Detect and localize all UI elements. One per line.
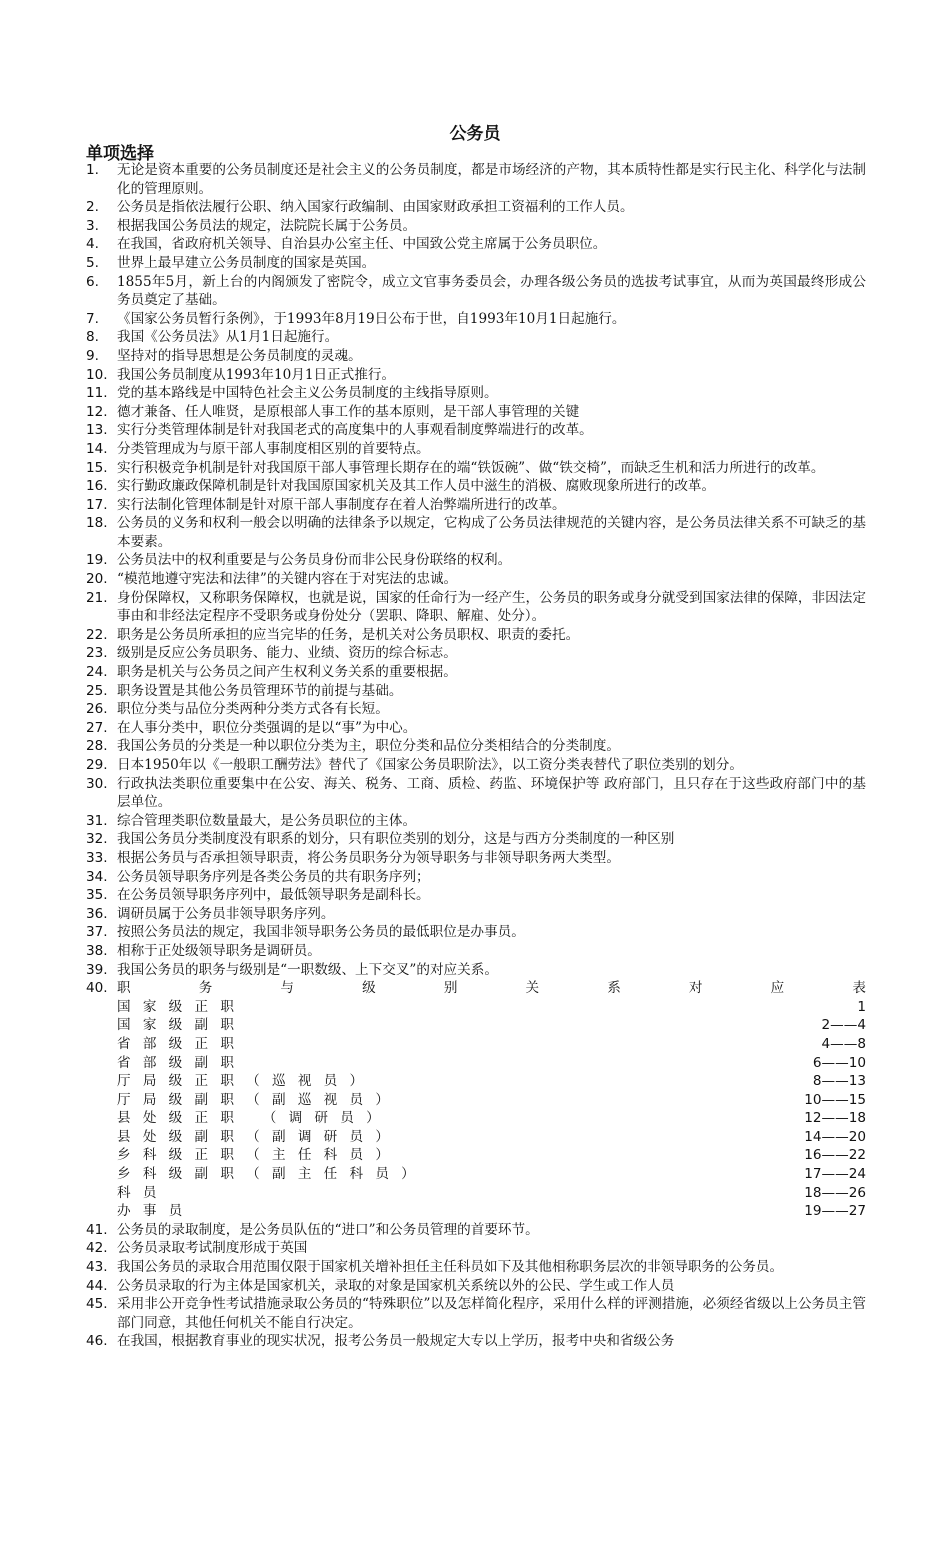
- position-label: 科员: [117, 1184, 169, 1201]
- list-item: [86, 830, 866, 849]
- item-number: 6.: [86, 273, 99, 290]
- list-item: [86, 1332, 866, 1351]
- list-item: [86, 737, 866, 756]
- item-number: 9.: [86, 347, 99, 364]
- table-heading: [117, 979, 866, 998]
- position-label: 厅局级正职（巡视员）: [117, 1073, 376, 1090]
- list-item: [86, 328, 866, 347]
- item-text: 根据我国公务员法的规定，法院院长属于公务员。: [117, 217, 417, 234]
- item-text: 坚持对的指导思想是公务员制度的灵魂。: [117, 347, 362, 364]
- list-item: [86, 496, 866, 515]
- item-text: 分类管理成为与原干部人事制度相区别的首要特点。: [117, 440, 430, 457]
- list-item: [86, 663, 866, 682]
- item-number: 27.: [86, 719, 108, 736]
- table-heading-char: 表: [852, 980, 866, 997]
- item-number: 39.: [86, 961, 108, 978]
- list-item: [86, 719, 866, 738]
- item-text: 在我国，根据教育事业的现实状况，报考公务员一般规定大专以上学历，报考中央和省级公务: [117, 1333, 675, 1350]
- table-row: [117, 1146, 866, 1165]
- item-text: 我国公务员的职务与级别是“一职数级、上下交叉”的对应关系。: [117, 961, 498, 978]
- item-number: 28.: [86, 738, 108, 755]
- item-number: 5.: [86, 254, 99, 271]
- item-number: 46.: [86, 1333, 108, 1350]
- list-item: [86, 459, 866, 478]
- table-row: [117, 1072, 866, 1091]
- item-number: 34.: [86, 868, 108, 885]
- item-number: 11.: [86, 385, 108, 402]
- item-number: 33.: [86, 849, 108, 866]
- item-text: 实行分类管理体制是针对我国老式的高度集中的人事观看制度弊端进行的改革。: [117, 422, 593, 439]
- item-number: 25.: [86, 682, 108, 699]
- list-item: [86, 440, 866, 459]
- list-item: [86, 589, 866, 626]
- item-number: 20.: [86, 571, 108, 588]
- grade-range: 17——24: [804, 1166, 866, 1183]
- item-number: 2.: [86, 199, 99, 216]
- position-label: 国家级正职: [117, 998, 247, 1015]
- item-text: 党的基本路线是中国特色社会主义公务员制度的主线指导原则。: [117, 385, 498, 402]
- item-number: 44.: [86, 1277, 108, 1294]
- item-text: 在人事分类中，职位分类强调的是以“事”为中心。: [117, 719, 417, 736]
- list-item: [86, 477, 866, 496]
- position-label: 乡科级正职（主任科员）: [117, 1147, 402, 1164]
- list-item: [86, 235, 866, 254]
- table-heading-char: 对: [688, 980, 703, 997]
- item-number: 10.: [86, 366, 108, 383]
- position-label: 县处级正职 （调研员）: [117, 1110, 392, 1127]
- list-item: [86, 217, 866, 236]
- item-text: “模范地遵守宪法和法律”的关键内容在于对宪法的忠诚。: [117, 571, 458, 588]
- item-number: 16.: [86, 478, 108, 495]
- item-number: 40.: [86, 980, 108, 997]
- table-heading-char: 职: [117, 980, 131, 997]
- list-item: [86, 1239, 866, 1258]
- item-text: 采用非公开竞争性考试措施录取公务员的“特殊职位”以及怎样简化程序，采用什么样的评测措施，必须经省级以上公务员主管部门同意，其他任何机关不能自行决定。: [117, 1296, 866, 1331]
- item-number: 42.: [86, 1240, 108, 1257]
- grade-range: 1: [857, 998, 866, 1015]
- item-text: 1855年5月，新上台的内阁颁发了密院令，成立文官事务委员会，办理各级公务员的选拔考试事宜，从而为英国最终形成公务员奠定了基础。: [117, 273, 866, 309]
- position-label: 办事员: [117, 1203, 195, 1220]
- list-item: [86, 384, 866, 403]
- item-text: 我国公务员的录取合用范围仅限于国家机关增补担任主任科员如下及其他相称职务层次的非领导职务的公务员。: [117, 1259, 784, 1276]
- item-number: 3.: [86, 217, 99, 234]
- list-item: [86, 161, 866, 198]
- table-row: [117, 1035, 866, 1054]
- item-text: 相称于正处级领导职务是调研员。: [117, 942, 321, 959]
- item-text: 在我国，省政府机关领导、自治县办公室主任、中国致公党主席属于公务员职位。: [117, 236, 607, 253]
- item-number: 13.: [86, 422, 108, 439]
- list-item: [86, 514, 866, 551]
- position-label: 国家级副职: [117, 1017, 247, 1034]
- item-number: 29.: [86, 757, 108, 773]
- list-item: [86, 421, 866, 440]
- item-number: 18.: [86, 515, 108, 532]
- item-text: 世界上最早建立公务员制度的国家是英国。: [117, 254, 376, 271]
- list-item: [86, 347, 866, 366]
- list-item: [86, 198, 866, 217]
- grade-range: 14——20: [804, 1128, 866, 1145]
- table-row: [117, 1109, 866, 1128]
- table-row: [117, 1091, 866, 1110]
- item-number: 7.: [86, 310, 99, 327]
- table-row: [117, 1128, 866, 1147]
- item-text: 职务是机关与公务员之间产生权利义务关系的重要根据。: [117, 664, 457, 681]
- item-number: 12.: [86, 403, 108, 420]
- item-text: 调研员属于公务员非领导职务序列。: [117, 905, 335, 922]
- item-text: 《国家公务员暂行条例》，于1993年8月19日公布于世，自1993年10月1日起施行。: [117, 310, 626, 327]
- item-text: 公务员录取的行为主体是国家机关，录取的对象是国家机关系统以外的公民、学生或工作人员: [117, 1277, 675, 1294]
- item-number: 38.: [86, 942, 108, 959]
- item-text: 我国《公务员法》从1月1日起施行。: [117, 329, 339, 346]
- item-number: 19.: [86, 552, 108, 569]
- item-number: 32.: [86, 831, 108, 848]
- item-number: 1.: [86, 162, 99, 178]
- item-text: 在公务员领导职务序列中，最低领导职务是副科长。: [117, 887, 430, 904]
- item-number: 43.: [86, 1259, 108, 1276]
- question-list: [86, 161, 866, 1351]
- item-number: 41.: [86, 1221, 108, 1238]
- position-label: 省部级正职: [117, 1035, 247, 1052]
- item-number: 30.: [86, 775, 108, 792]
- table-row: [117, 1054, 866, 1073]
- item-number: 24.: [86, 664, 108, 681]
- list-item: [86, 812, 866, 831]
- item-text: 日本1950年以《一般职工酬劳法》替代了《国家公务员职阶法》，以工资分类表替代了职位类别的划分。: [117, 757, 743, 773]
- item-text: 实行积极竞争机制是针对我国原干部人事管理长期存在的端“铁饭碗”、做“铁交椅”，而缺乏生机和活力所进行的改革。: [117, 459, 825, 476]
- item-text: 行政执法类职位重要集中在公安、海关、税务、工商、质检、药监、环境保护等 政府部门，且只存在于这些政府部门中的基层单位。: [117, 775, 866, 811]
- item-number: 22.: [86, 626, 108, 643]
- list-item: [86, 886, 866, 905]
- table-heading-char: 应: [770, 980, 785, 997]
- item-text: 公务员的义务和权利一般会以明确的法律条予以规定，它构成了公务员法律规范的关键内容，是公务员法律关系不可缺乏的基本要素。: [117, 515, 866, 550]
- item-number: 4.: [86, 236, 99, 253]
- grade-range: 10——15: [804, 1091, 866, 1108]
- item-text: 职位分类与品位分类两种分类方式各有长短。: [117, 701, 389, 718]
- list-item: [86, 942, 866, 961]
- item-number: 31.: [86, 812, 108, 829]
- position-label: 厅局级副职（副巡视员）: [117, 1091, 402, 1108]
- grade-range: 2——4: [821, 1017, 866, 1034]
- item-text: 实行法制化管理体制是针对原干部人事制度存在着人治弊端所进行的改革。: [117, 496, 566, 513]
- list-item: [86, 310, 866, 329]
- item-text: 公务员法中的权利重要是与公务员身份而非公民身份联络的权利。: [117, 552, 512, 569]
- item-number: 35.: [86, 887, 108, 904]
- grade-range: 4——8: [821, 1035, 866, 1052]
- list-item: [86, 551, 866, 570]
- list-item: [86, 1295, 866, 1332]
- list-item: [86, 849, 866, 868]
- item-text: 根据公务员与否承担领导职责，将公务员职务分为领导职务与非领导职务两大类型。: [117, 849, 620, 866]
- list-item: [86, 273, 866, 310]
- grade-range: 6——10: [812, 1054, 866, 1071]
- table-heading-char: 与: [280, 980, 294, 997]
- table-heading-char: 务: [198, 980, 213, 997]
- list-item: [86, 570, 866, 589]
- item-text: 职务设置是其他公务员管理环节的前提与基础。: [117, 682, 403, 699]
- table-row: [117, 1165, 866, 1184]
- table-item: [86, 979, 866, 1221]
- list-item: [86, 366, 866, 385]
- item-number: 36.: [86, 905, 108, 922]
- item-text: 我国公务员的分类是一种以职位分类为主，职位分类和品位分类相结合的分类制度。: [117, 738, 620, 755]
- page-title: 公务员: [449, 124, 501, 144]
- table-heading-char: 系: [607, 980, 621, 997]
- grade-range: 18——26: [804, 1184, 866, 1201]
- grade-range: 12——18: [804, 1110, 866, 1127]
- list-item: [86, 1221, 866, 1240]
- item-number: 21.: [86, 589, 108, 606]
- item-number: 45.: [86, 1296, 108, 1313]
- table-heading-char: 关: [525, 980, 540, 997]
- item-text: 按照公务员法的规定，我国非领导职务公务员的最低职位是办事员。: [117, 924, 525, 941]
- item-text: 公务员是指依法履行公职、纳入国家行政编制、由国家财政承担工资福利的工作人员。: [117, 199, 634, 216]
- list-item: [86, 682, 866, 701]
- list-item: [86, 700, 866, 719]
- item-number: 37.: [86, 924, 108, 941]
- item-text: 公务员的录取制度，是公务员队伍的“进口”和公务员管理的首要环节。: [117, 1221, 539, 1238]
- list-item: [86, 923, 866, 942]
- list-item: [86, 1277, 866, 1296]
- item-number: 8.: [86, 329, 99, 346]
- grade-range: 16——22: [804, 1147, 866, 1164]
- item-number: 23.: [86, 645, 108, 662]
- position-label: 乡科级副职（副主任科员）: [117, 1166, 428, 1183]
- position-label: 县处级副职（副调研员）: [117, 1128, 402, 1145]
- item-number: 15.: [86, 459, 108, 476]
- list-item: [86, 1258, 866, 1277]
- item-text: 职务是公务员所承担的应当完毕的任务，是机关对公务员职权、职责的委托。: [117, 626, 580, 643]
- item-text: 我国公务员制度从1993年10月1日正式推行。: [117, 366, 396, 383]
- grade-range: 8——13: [812, 1073, 866, 1090]
- list-item: [86, 775, 866, 812]
- item-number: 26.: [86, 701, 108, 718]
- item-text: 综合管理类职位数量最大，是公务员职位的主体。: [117, 812, 417, 829]
- section-heading: 单项选择: [86, 144, 154, 164]
- list-item: [86, 756, 866, 775]
- list-item: [86, 254, 866, 273]
- list-item: [86, 961, 866, 980]
- table-heading-char: 级: [362, 980, 376, 997]
- item-number: 14.: [86, 440, 108, 457]
- table-heading-char: 别: [443, 980, 458, 997]
- list-item: [86, 626, 866, 645]
- list-item: [86, 868, 866, 887]
- table-row: [117, 1184, 866, 1203]
- item-text: 无论是资本重要的公务员制度还是社会主义的公务员制度，都是市场经济的产物，其本质特性都是实行民主化、科学化与法制化的管理原则。: [117, 162, 866, 197]
- item-text: 身份保障权，又称职务保障权，也就是说，国家的任命行为一经产生，公务员的职务或身分就受到国家法律的保障，非因法定事由和非经法定程序不受职务或身份处分（罢职、降职、解雇、处分）。: [117, 589, 866, 625]
- table-row: [117, 1202, 866, 1221]
- item-text: 级别是反应公务员职务、能力、业绩、资历的综合标志。: [117, 645, 457, 662]
- list-item: [86, 644, 866, 663]
- item-number: 17.: [86, 496, 108, 513]
- item-text: 我国公务员分类制度没有职系的划分，只有职位类别的划分，这是与西方分类制度的一种区别: [117, 831, 675, 848]
- list-item: [86, 403, 866, 422]
- table-row: [117, 998, 866, 1017]
- item-text: 公务员领导职务序列是各类公务员的共有职务序列；: [117, 868, 430, 885]
- item-text: 德才兼备、任人唯贤，是原根部人事工作的基本原则，是干部人事管理的关键: [117, 403, 580, 420]
- item-text: 实行勤政廉政保障机制是针对我国原国家机关及其工作人员中滋生的消极、腐败现象所进行的改革。: [117, 478, 716, 495]
- item-text: 公务员录取考试制度形成于英国: [117, 1240, 308, 1257]
- position-label: 省部级副职: [117, 1054, 247, 1071]
- list-item: [86, 905, 866, 924]
- grade-range: 19——27: [804, 1203, 866, 1220]
- table-row: [117, 1016, 866, 1035]
